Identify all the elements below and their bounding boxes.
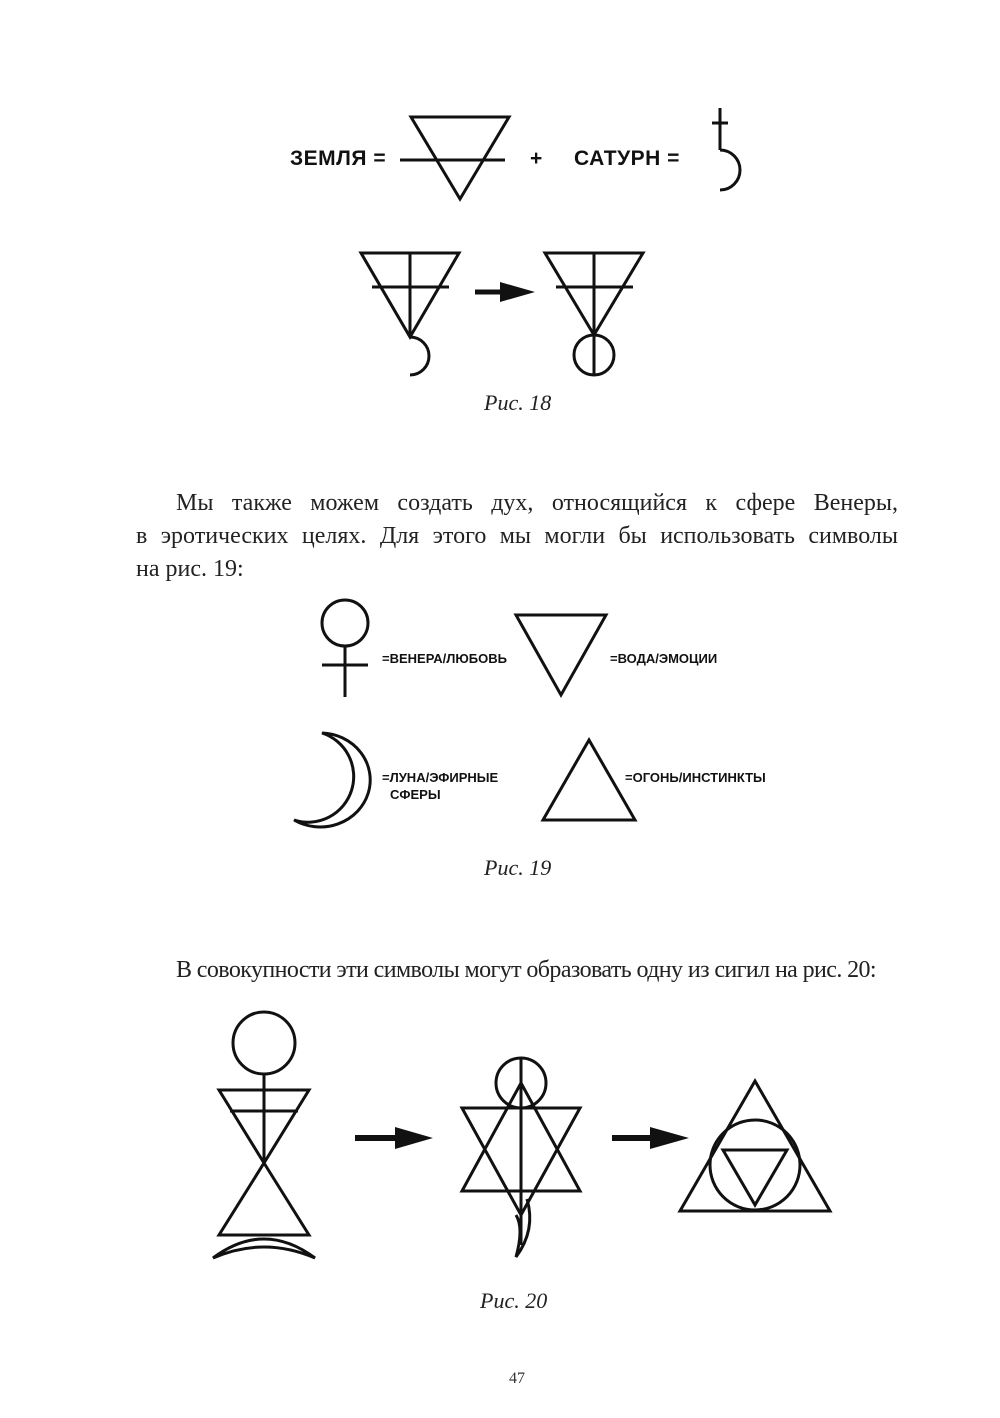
fire-label: =ОГОНЬ/ИНСТИНКТЫ [625, 770, 766, 785]
moon-label-line-1: =ЛУНА/ЭФИРНЫЕ [382, 770, 499, 785]
figure-19-caption: Рис. 19 [484, 855, 552, 880]
saturn-label: САТУРН = [574, 147, 680, 170]
plus-sign: + [530, 147, 543, 170]
earth-label: ЗЕМЛЯ = [290, 147, 387, 170]
venus-label: =ВЕНЕРА/ЛЮБОВЬ [382, 651, 507, 666]
water-label: =ВОДА/ЭМОЦИИ [610, 651, 718, 666]
moon-label-line-2: СФЕРЫ [390, 787, 441, 802]
paragraph-1-line-2: в эротических целях. Для этого мы могли бы использовать символы [136, 523, 898, 549]
paragraph-1-line-1: Мы также можем создать дух, относящийся к сфере Венеры, [176, 490, 898, 516]
page-number: 47 [509, 1370, 525, 1387]
paragraph-1-line-3: на рис. 19: [136, 556, 244, 582]
figure-18-caption: Рис. 18 [484, 390, 552, 415]
figure-20-caption: Рис. 20 [480, 1288, 548, 1313]
paragraph-2-line-1: В совокупности эти символы могут образовать одну из сигил на рис. 20: [176, 957, 876, 983]
